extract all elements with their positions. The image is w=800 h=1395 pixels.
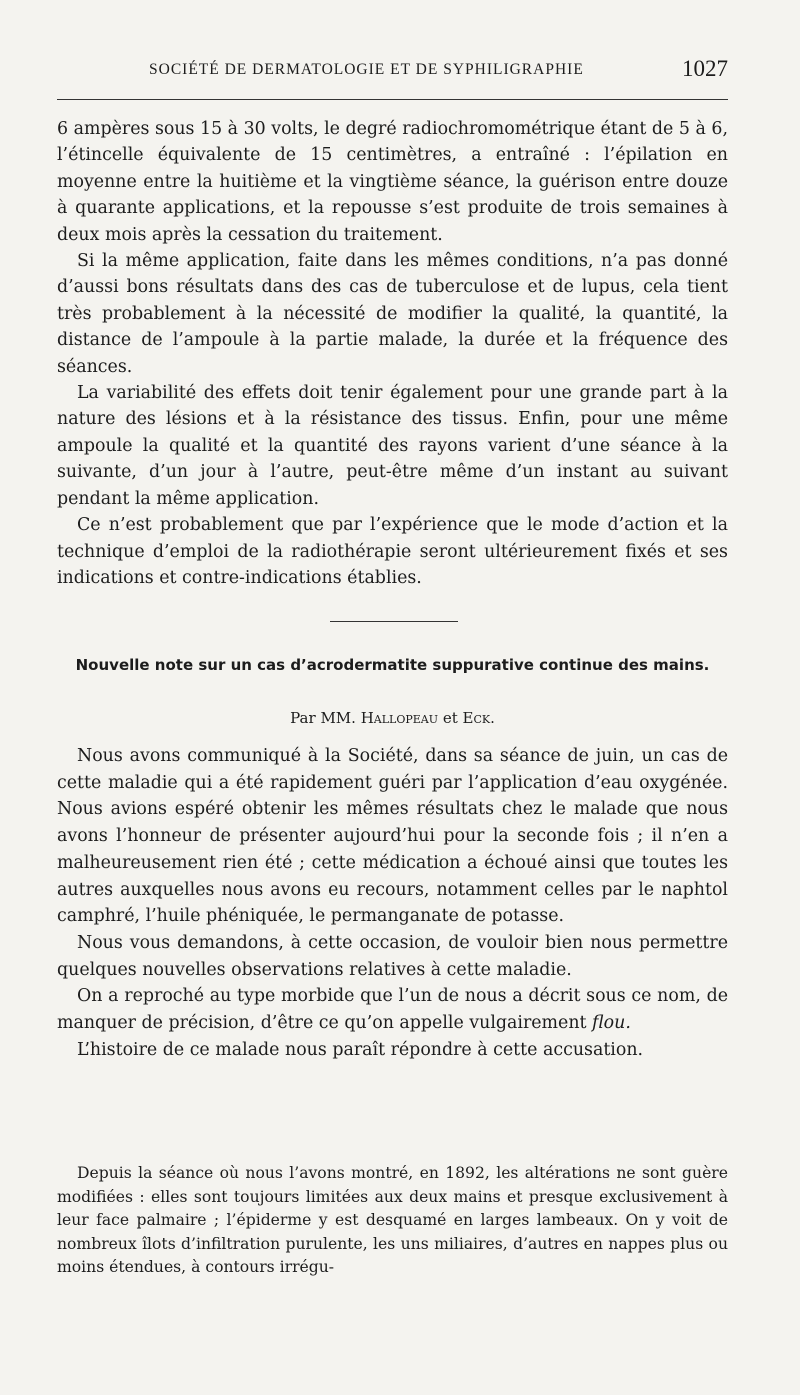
paragraph-2: Si la même application, faite dans les mêmes conditions, n’a pas donné d’aussi bons résultats dans des cas de tuberculose et de lupus, cela tient très probablement à la nécessité de modifier la qualité, la quantité, la distance de l’ampoule à la partie malade, la durée et la fréquence des séances. — [57, 251, 728, 377]
paragraph-4: Ce n’est probablement que par l’expérience que le mode d’action et la technique d’emploi de la radiothérapie seront ultérieurement fixés et ses indications et contre-indications établies. — [57, 515, 728, 588]
paragraph-3: La variabilité des effets doit tenir également pour une grande part à la nature des lésions et à la résistance des tissus. Enfin, pour une même ampoule la qualité et la quantité des rayons varient d’une séance à la suivante, d’un jour à l’autre, peut-être même d’un instant au suivant pendant la même application. — [57, 383, 728, 509]
article-paragraph-3 — [57, 983, 728, 1036]
article-paragraph-1: Nous avons communiqué à la Société, dans sa séance de juin, un cas de cette maladie qui a été rapidement guéri par l’application d’eau oxygénée. Nous avions espéré obtenir les mêmes résultats chez le malade que nous avons l’honneur de présenter aujourd’hui pour la seconde fois ; il n’en a malheureusement rien été ; cette médication a échoué ainsi que toutes les autres auxquelles nous avons eu recours, notamment celles par le naphtol camphré, l’huile phéniquée, le permanganate de potasse. — [57, 746, 728, 927]
running-title: SOCIÉTÉ DE DERMATOLOGIE ET DE SYPHILIGRAPHIE — [149, 61, 584, 78]
page-number: 1027 — [682, 56, 728, 81]
authors-prefix: Par MM. — [290, 709, 356, 727]
author-eck: Eck. — [462, 709, 495, 727]
article-title: Nouvelle note sur un cas d’acrodermatite suppurative continue des mains. — [75, 656, 710, 674]
article-paragraph-3-text: On a reproché au type morbide que l’un de nous a décrit sous ce nom, de manquer de précision, d’être ce qu’on appelle vulgairement — [57, 986, 728, 1034]
article-authors — [57, 707, 728, 729]
observation-text — [57, 1162, 728, 1280]
intro-text — [57, 116, 728, 591]
article-paragraph-4: L’histoire de ce malade nous paraît répondre à cette accusation. — [77, 1039, 644, 1060]
article-body — [57, 743, 728, 1063]
article-paragraph-2: Nous vous demandons, à cette occasion, de vouloir bien nous permettre quelques nouvelles observations relatives à cette maladie. — [57, 932, 728, 980]
header-rule — [57, 99, 728, 100]
section-divider — [330, 621, 458, 622]
observation-paragraph: Depuis la séance où nous l’avons montré, en 1892, les altérations ne sont guère modifiées : elles sont toujours limitées aux deux mains et presque exclusivement à leur face palmaire ; l’épiderme y est desquamé en larges lambeaux. On y voit de nombreux îlots d’infiltration purulente, les uns miliaires, d’autres en nappes plus ou moins étendues, à contours irrégu- — [57, 1164, 728, 1276]
paragraph-1: 6 ampères sous 15 à 30 volts, le degré radiochromométrique étant de 5 à 6, l’étincelle équivalente de 15 centimètres, a entraîné : l’épilation en moyenne entre la huitième et la vingtième séance, la guérison entre douze à quarante applications, et la repousse s’est produite de trois semaines à deux mois après la cessation du traitement. — [57, 119, 728, 245]
author-hallopeau: Hallopeau — [360, 709, 439, 727]
running-head — [57, 58, 728, 88]
book-page — [57, 58, 728, 88]
flou-word: flou. — [592, 1013, 631, 1034]
authors-joiner: et — [442, 709, 458, 727]
